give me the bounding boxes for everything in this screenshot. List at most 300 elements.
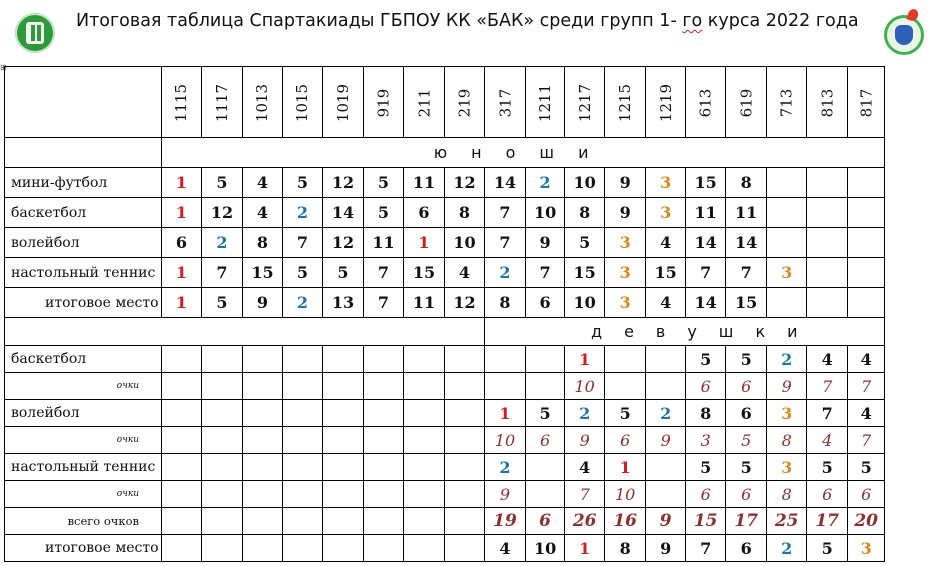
score-cell: 7 — [364, 288, 404, 318]
score-cell: 6 — [162, 228, 202, 258]
score-cell: 5 — [848, 454, 885, 481]
group-number: 1019 — [334, 83, 352, 122]
score-cell: 15 — [404, 258, 445, 288]
score-cell — [807, 198, 848, 228]
row-label: волейбол — [5, 400, 162, 427]
results-table — [4, 66, 885, 562]
score-cell: 2 — [283, 288, 323, 318]
points-cell — [404, 427, 445, 454]
score-cell: 4 — [243, 168, 283, 198]
group-header-cell — [364, 67, 404, 138]
score-cell: 10 — [565, 168, 605, 198]
score-cell: 2 — [526, 168, 565, 198]
points-cell — [445, 427, 485, 454]
score-cell: 3 — [848, 535, 885, 562]
points-cell: 9 — [767, 373, 807, 400]
score-cell: 14 — [323, 198, 364, 228]
points-cell: 7 — [807, 373, 848, 400]
points-cell: 3 — [686, 427, 726, 454]
score-cell: 15 — [726, 288, 767, 318]
total-points-cell — [404, 508, 445, 535]
group-number: 1211 — [536, 83, 555, 122]
score-cell: 15 — [565, 258, 605, 288]
score-cell — [404, 535, 445, 562]
score-cell: 2 — [202, 228, 243, 258]
boys-row — [5, 258, 885, 288]
points-cell — [485, 373, 526, 400]
score-cell: 5 — [323, 258, 364, 288]
score-cell — [323, 346, 364, 373]
title-prefix: Итоговая таблица Спартакиады ГБПОУ КК «БАК» среди групп 1- — [76, 11, 683, 31]
score-cell: 4 — [445, 258, 485, 288]
points-cell — [605, 373, 646, 400]
score-cell: 7 — [364, 258, 404, 288]
score-cell: 11 — [364, 228, 404, 258]
score-cell — [848, 168, 885, 198]
spartakiad-emblem — [884, 15, 924, 55]
score-cell: 1 — [565, 346, 605, 373]
score-cell: 11 — [404, 288, 445, 318]
title-suffix: курса 2022 года — [702, 11, 859, 31]
score-cell: 4 — [848, 346, 885, 373]
score-cell: 5 — [565, 228, 605, 258]
score-cell — [848, 198, 885, 228]
group-header-cell — [162, 67, 202, 138]
group-number: 619 — [737, 88, 756, 117]
score-cell — [202, 400, 243, 427]
score-cell: 9 — [646, 535, 686, 562]
points-cell: 10 — [565, 373, 605, 400]
boys-row — [5, 288, 885, 318]
girls-row — [5, 400, 885, 427]
girls-row — [5, 373, 885, 400]
score-cell: 3 — [646, 168, 686, 198]
score-cell: 10 — [565, 288, 605, 318]
score-cell: 8 — [243, 228, 283, 258]
row-label: волейбол — [5, 228, 162, 258]
boys-row — [5, 228, 885, 258]
table-move-handle-icon[interactable]: ⊞ — [0, 63, 7, 72]
row-label: настольный теннис — [5, 258, 162, 288]
points-cell: 9 — [485, 481, 526, 508]
score-cell: 14 — [686, 228, 726, 258]
total-points-cell — [283, 508, 323, 535]
score-cell: 15 — [243, 258, 283, 288]
score-cell — [162, 454, 202, 481]
score-cell: 7 — [485, 228, 526, 258]
score-cell — [283, 346, 323, 373]
girls-row — [5, 481, 885, 508]
boys-section-row — [5, 138, 885, 168]
score-cell — [404, 454, 445, 481]
girls-row — [5, 454, 885, 481]
group-header-row — [5, 67, 885, 138]
score-cell: 5 — [283, 258, 323, 288]
group-number: 813 — [818, 88, 837, 117]
group-header-cell — [726, 67, 767, 138]
points-cell: 6 — [726, 481, 767, 508]
points-cell — [364, 427, 404, 454]
group-number: 317 — [495, 88, 514, 117]
points-cell — [202, 481, 243, 508]
score-cell: 15 — [686, 168, 726, 198]
group-header-cell — [283, 67, 323, 138]
points-cell — [445, 481, 485, 508]
row-label: мини-футбол — [5, 168, 162, 198]
score-cell — [646, 346, 686, 373]
score-cell: 5 — [202, 288, 243, 318]
score-cell: 5 — [686, 346, 726, 373]
score-cell — [202, 346, 243, 373]
row-label: итоговое место — [5, 535, 162, 562]
points-label: очки — [5, 373, 162, 400]
score-cell: 7 — [686, 258, 726, 288]
points-label: очки — [5, 481, 162, 508]
score-cell — [767, 168, 807, 198]
score-cell: 9 — [526, 228, 565, 258]
score-cell: 6 — [726, 400, 767, 427]
score-cell: 2 — [767, 535, 807, 562]
group-header-cell — [848, 67, 885, 138]
total-points-cell: 17 — [807, 508, 848, 535]
score-cell: 11 — [404, 168, 445, 198]
score-cell: 14 — [686, 288, 726, 318]
score-cell — [364, 535, 404, 562]
points-cell — [526, 481, 565, 508]
row-label: настольный теннис — [5, 454, 162, 481]
score-cell: 7 — [526, 258, 565, 288]
score-cell — [445, 400, 485, 427]
row-label: баскетбол — [5, 346, 162, 373]
score-cell — [364, 454, 404, 481]
score-cell — [162, 346, 202, 373]
total-points-cell: 25 — [767, 508, 807, 535]
score-cell: 5 — [726, 346, 767, 373]
group-number: 1215 — [616, 83, 635, 122]
points-cell — [323, 427, 364, 454]
total-points-cell: 19 — [485, 508, 526, 535]
page-header — [0, 0, 932, 64]
group-header-cell — [243, 67, 283, 138]
total-points-cell — [323, 508, 364, 535]
score-cell: 4 — [646, 228, 686, 258]
score-cell — [243, 454, 283, 481]
score-cell: 2 — [485, 258, 526, 288]
total-points-cell — [364, 508, 404, 535]
points-cell: 8 — [767, 481, 807, 508]
score-cell: 1 — [162, 198, 202, 228]
group-header-cell — [485, 67, 526, 138]
points-cell: 6 — [726, 373, 767, 400]
section-blank-cell — [5, 138, 162, 168]
group-number: 1015 — [293, 83, 312, 122]
points-cell — [404, 481, 445, 508]
score-cell — [283, 400, 323, 427]
row-label: баскетбол — [5, 198, 162, 228]
score-cell: 11 — [726, 198, 767, 228]
score-cell — [485, 346, 526, 373]
score-cell — [848, 288, 885, 318]
points-label: очки — [5, 427, 162, 454]
score-cell — [767, 198, 807, 228]
score-cell — [243, 346, 283, 373]
score-cell: 12 — [445, 168, 485, 198]
score-cell — [283, 454, 323, 481]
score-cell — [364, 400, 404, 427]
score-cell: 4 — [646, 288, 686, 318]
score-cell: 12 — [323, 168, 364, 198]
score-cell — [445, 535, 485, 562]
score-cell — [526, 346, 565, 373]
group-number: 713 — [777, 88, 796, 117]
score-cell: 5 — [726, 454, 767, 481]
score-cell: 1 — [485, 400, 526, 427]
score-cell: 5 — [526, 400, 565, 427]
score-cell — [283, 535, 323, 562]
group-number: 1117 — [213, 83, 231, 122]
girls-row — [5, 427, 885, 454]
score-cell: 12 — [202, 198, 243, 228]
points-cell — [323, 373, 364, 400]
points-cell: 9 — [646, 427, 686, 454]
points-cell — [646, 373, 686, 400]
score-cell: 6 — [404, 198, 445, 228]
score-cell — [364, 346, 404, 373]
score-cell: 4 — [848, 400, 885, 427]
group-number: 1219 — [656, 83, 675, 122]
header-corner-cell — [5, 67, 162, 138]
points-cell — [404, 373, 445, 400]
page-title — [76, 11, 859, 31]
points-cell — [243, 373, 283, 400]
score-cell: 8 — [686, 400, 726, 427]
points-cell — [243, 427, 283, 454]
group-header-cell — [605, 67, 646, 138]
score-cell: 12 — [445, 288, 485, 318]
group-header-cell — [807, 67, 848, 138]
points-cell: 8 — [767, 427, 807, 454]
girls-row — [5, 535, 885, 562]
score-cell — [848, 258, 885, 288]
points-cell — [323, 481, 364, 508]
score-cell: 5 — [283, 168, 323, 198]
score-cell — [162, 535, 202, 562]
group-number: 817 — [857, 88, 876, 117]
group-number: 919 — [374, 88, 393, 117]
score-cell — [323, 535, 364, 562]
score-cell: 5 — [807, 535, 848, 562]
score-cell: 1 — [162, 288, 202, 318]
points-cell — [364, 481, 404, 508]
points-cell — [364, 373, 404, 400]
points-cell: 10 — [485, 427, 526, 454]
group-header-cell — [646, 67, 686, 138]
points-cell: 6 — [686, 481, 726, 508]
group-number: 1217 — [575, 83, 594, 122]
points-cell — [283, 427, 323, 454]
total-points-cell: 9 — [646, 508, 686, 535]
score-cell — [445, 454, 485, 481]
score-cell: 1 — [162, 168, 202, 198]
section-blank-cell — [5, 318, 485, 346]
score-cell: 11 — [686, 198, 726, 228]
score-cell: 4 — [485, 535, 526, 562]
group-header-cell — [202, 67, 243, 138]
score-cell: 5 — [807, 454, 848, 481]
score-cell: 3 — [646, 198, 686, 228]
score-cell: 3 — [605, 258, 646, 288]
score-cell: 10 — [445, 228, 485, 258]
group-number: 211 — [414, 88, 433, 117]
score-cell — [202, 454, 243, 481]
points-cell — [283, 481, 323, 508]
points-cell — [526, 373, 565, 400]
group-header-cell — [323, 67, 364, 138]
score-cell: 15 — [646, 258, 686, 288]
score-cell: 4 — [807, 346, 848, 373]
score-cell: 10 — [526, 198, 565, 228]
score-cell: 7 — [202, 258, 243, 288]
score-cell — [404, 400, 445, 427]
boys-section-title: юноши — [162, 138, 885, 168]
points-cell: 7 — [848, 427, 885, 454]
score-cell: 5 — [605, 400, 646, 427]
score-cell — [243, 400, 283, 427]
score-cell — [323, 454, 364, 481]
score-cell: 5 — [364, 168, 404, 198]
points-cell — [162, 481, 202, 508]
score-cell: 7 — [686, 535, 726, 562]
score-cell: 2 — [646, 400, 686, 427]
score-cell — [243, 535, 283, 562]
points-cell — [646, 481, 686, 508]
group-number: 1115 — [172, 83, 191, 122]
score-cell: 4 — [243, 198, 283, 228]
score-cell — [323, 400, 364, 427]
score-cell — [605, 346, 646, 373]
score-cell — [807, 168, 848, 198]
girls-section-title: девушки — [485, 318, 885, 346]
points-cell — [283, 373, 323, 400]
points-cell: 7 — [565, 481, 605, 508]
total-points-cell — [445, 508, 485, 535]
score-cell: 3 — [767, 454, 807, 481]
points-cell: 9 — [565, 427, 605, 454]
group-header-cell — [565, 67, 605, 138]
total-points-cell: 6 — [526, 508, 565, 535]
score-cell: 4 — [565, 454, 605, 481]
points-cell: 7 — [848, 373, 885, 400]
score-cell: 5 — [364, 198, 404, 228]
score-cell: 7 — [283, 228, 323, 258]
score-cell: 5 — [686, 454, 726, 481]
score-cell: 3 — [767, 400, 807, 427]
score-cell: 9 — [605, 168, 646, 198]
score-cell: 8 — [565, 198, 605, 228]
score-cell: 1 — [605, 454, 646, 481]
girls-section-row — [5, 318, 885, 346]
total-points-cell — [162, 508, 202, 535]
score-cell — [848, 228, 885, 258]
score-cell: 2 — [485, 454, 526, 481]
score-cell: 9 — [243, 288, 283, 318]
boys-row — [5, 198, 885, 228]
score-cell: 1 — [162, 258, 202, 288]
group-header-cell — [404, 67, 445, 138]
total-points-cell: 20 — [848, 508, 885, 535]
score-cell: 2 — [767, 346, 807, 373]
points-cell — [202, 373, 243, 400]
score-cell: 14 — [726, 228, 767, 258]
group-number: 219 — [455, 88, 474, 117]
score-cell: 14 — [485, 168, 526, 198]
total-label: всего очков — [5, 508, 162, 535]
score-cell — [445, 346, 485, 373]
total-points-cell — [243, 508, 283, 535]
score-cell: 8 — [445, 198, 485, 228]
points-cell: 5 — [726, 427, 767, 454]
score-cell: 9 — [605, 198, 646, 228]
points-cell — [162, 373, 202, 400]
boys-row — [5, 168, 885, 198]
score-cell — [767, 228, 807, 258]
score-cell — [807, 228, 848, 258]
score-cell: 13 — [323, 288, 364, 318]
points-cell — [162, 427, 202, 454]
score-cell: 3 — [605, 228, 646, 258]
score-cell: 8 — [726, 168, 767, 198]
score-cell: 3 — [605, 288, 646, 318]
group-header-cell — [445, 67, 485, 138]
points-cell — [445, 373, 485, 400]
title-underlined-word: го — [682, 11, 703, 31]
score-cell: 2 — [565, 400, 605, 427]
score-cell: 8 — [485, 288, 526, 318]
points-cell: 6 — [807, 481, 848, 508]
group-header-cell — [767, 67, 807, 138]
points-cell: 6 — [526, 427, 565, 454]
total-points-cell: 15 — [686, 508, 726, 535]
score-cell — [162, 400, 202, 427]
score-cell: 7 — [807, 400, 848, 427]
score-cell — [526, 454, 565, 481]
total-points-cell: 17 — [726, 508, 767, 535]
score-cell: 1 — [565, 535, 605, 562]
girls-row — [5, 346, 885, 373]
score-cell — [404, 346, 445, 373]
points-cell: 6 — [605, 427, 646, 454]
score-cell — [807, 258, 848, 288]
girls-row — [5, 508, 885, 535]
score-cell: 7 — [485, 198, 526, 228]
score-cell: 3 — [767, 258, 807, 288]
college-logo — [15, 13, 55, 53]
score-cell: 6 — [526, 288, 565, 318]
group-header-cell — [686, 67, 726, 138]
points-cell: 6 — [848, 481, 885, 508]
group-number: 613 — [696, 88, 715, 117]
points-cell — [202, 427, 243, 454]
points-cell: 4 — [807, 427, 848, 454]
score-cell: 5 — [202, 168, 243, 198]
total-points-cell: 26 — [565, 508, 605, 535]
total-points-cell — [202, 508, 243, 535]
score-cell — [767, 288, 807, 318]
score-cell — [646, 454, 686, 481]
group-number: 1013 — [253, 83, 272, 122]
score-cell: 8 — [605, 535, 646, 562]
score-cell — [202, 535, 243, 562]
